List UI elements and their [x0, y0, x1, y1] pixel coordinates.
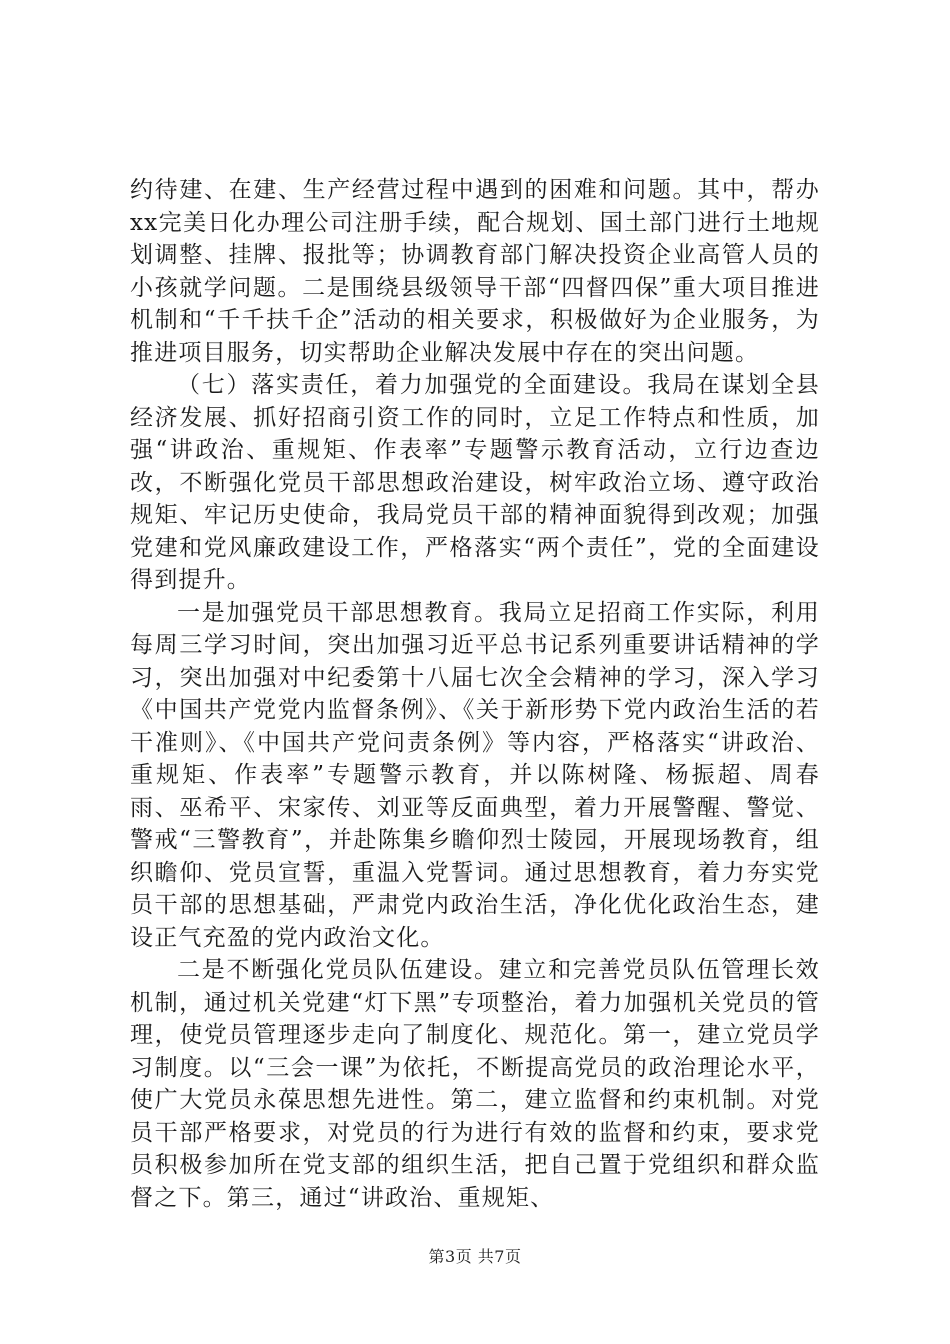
paragraph-1: 约待建、在建、生产经营过程中遇到的困难和问题。其中，帮办xx完美日化办理公司注册手续，配合规划、国土部门进行土地规划调整、挂牌、报批等；协调教育部门解决投资企业高管人员的小孩就学问题。二是围绕县级领导干部“四督四保”重大项目推进机制和“千千扶千企”活动的相关要求，积极做好为企业服务，为推进项目服务，切实帮助企业解决发展中存在的突出问题。 [130, 177, 820, 366]
paragraph-3: 一是加强党员干部思想教育。我局立足招商工作实际，利用每周三学习时间，突出加强习近平总书记系列重要讲话精神的学习，突出加强对中纪委第十八届七次全会精神的学习，深入学习《中国共产党党内监督条例》、《关于新形势下党内政治生活的若干准则》、《中国共产党问责条例》等内容，严格落实“讲政治、重规矩、作表率”专题警示教育，并以陈树隆、杨振超、周春雨、巫希平、宋家传、刘亚等反面典型，着力开展警醒、警觉、警戒“三警教育”，并赴陈集乡瞻仰烈士陵园，开展现场教育，组织瞻仰、党员宣誓，重温入党誓词。通过思想教育，着力夯实党员干部的思想基础，严肃党内政治生活，净化优化政治生态，建设正气充盈的党内政治文化。 [130, 599, 820, 951]
paragraph-4: 二是不断强化党员队伍建设。建立和完善党员队伍管理长效机制，通过机关党建“灯下黑”专项整治，着力加强机关党员的管理，使党员管理逐步走向了制度化、规范化。第一，建立党员学习制度。以“三会一课”为依托，不断提高党员的政治理论水平，使广大党员永葆思想先进性。第二，建立监督和约束机制。对党员干部严格要求，对党员的行为进行有效的监督和约束，要求党员积极参加所在党支部的组织生活，把自己置于党组织和群众监督之下。第三，通过“讲政治、重规矩、 [130, 957, 820, 1211]
page-number-footer: 第3页 共7页 [428, 1247, 522, 1266]
document-body [130, 174, 820, 1214]
paragraph-2: （七）落实责任，着力加强党的全面建设。我局在谋划全县经济发展、抓好招商引资工作的同时，立足工作特点和性质，加强“讲政治、重规矩、作表率”专题警示教育活动，立行边查边改，不断强化党员干部思想政治建设，树牢政治立场、遵守政治规矩、牢记历史使命，我局党员干部的精神面貌得到改观；加强党建和党风廉政建设工作，严格落实“两个责任”，党的全面建设得到提升。 [130, 372, 820, 593]
